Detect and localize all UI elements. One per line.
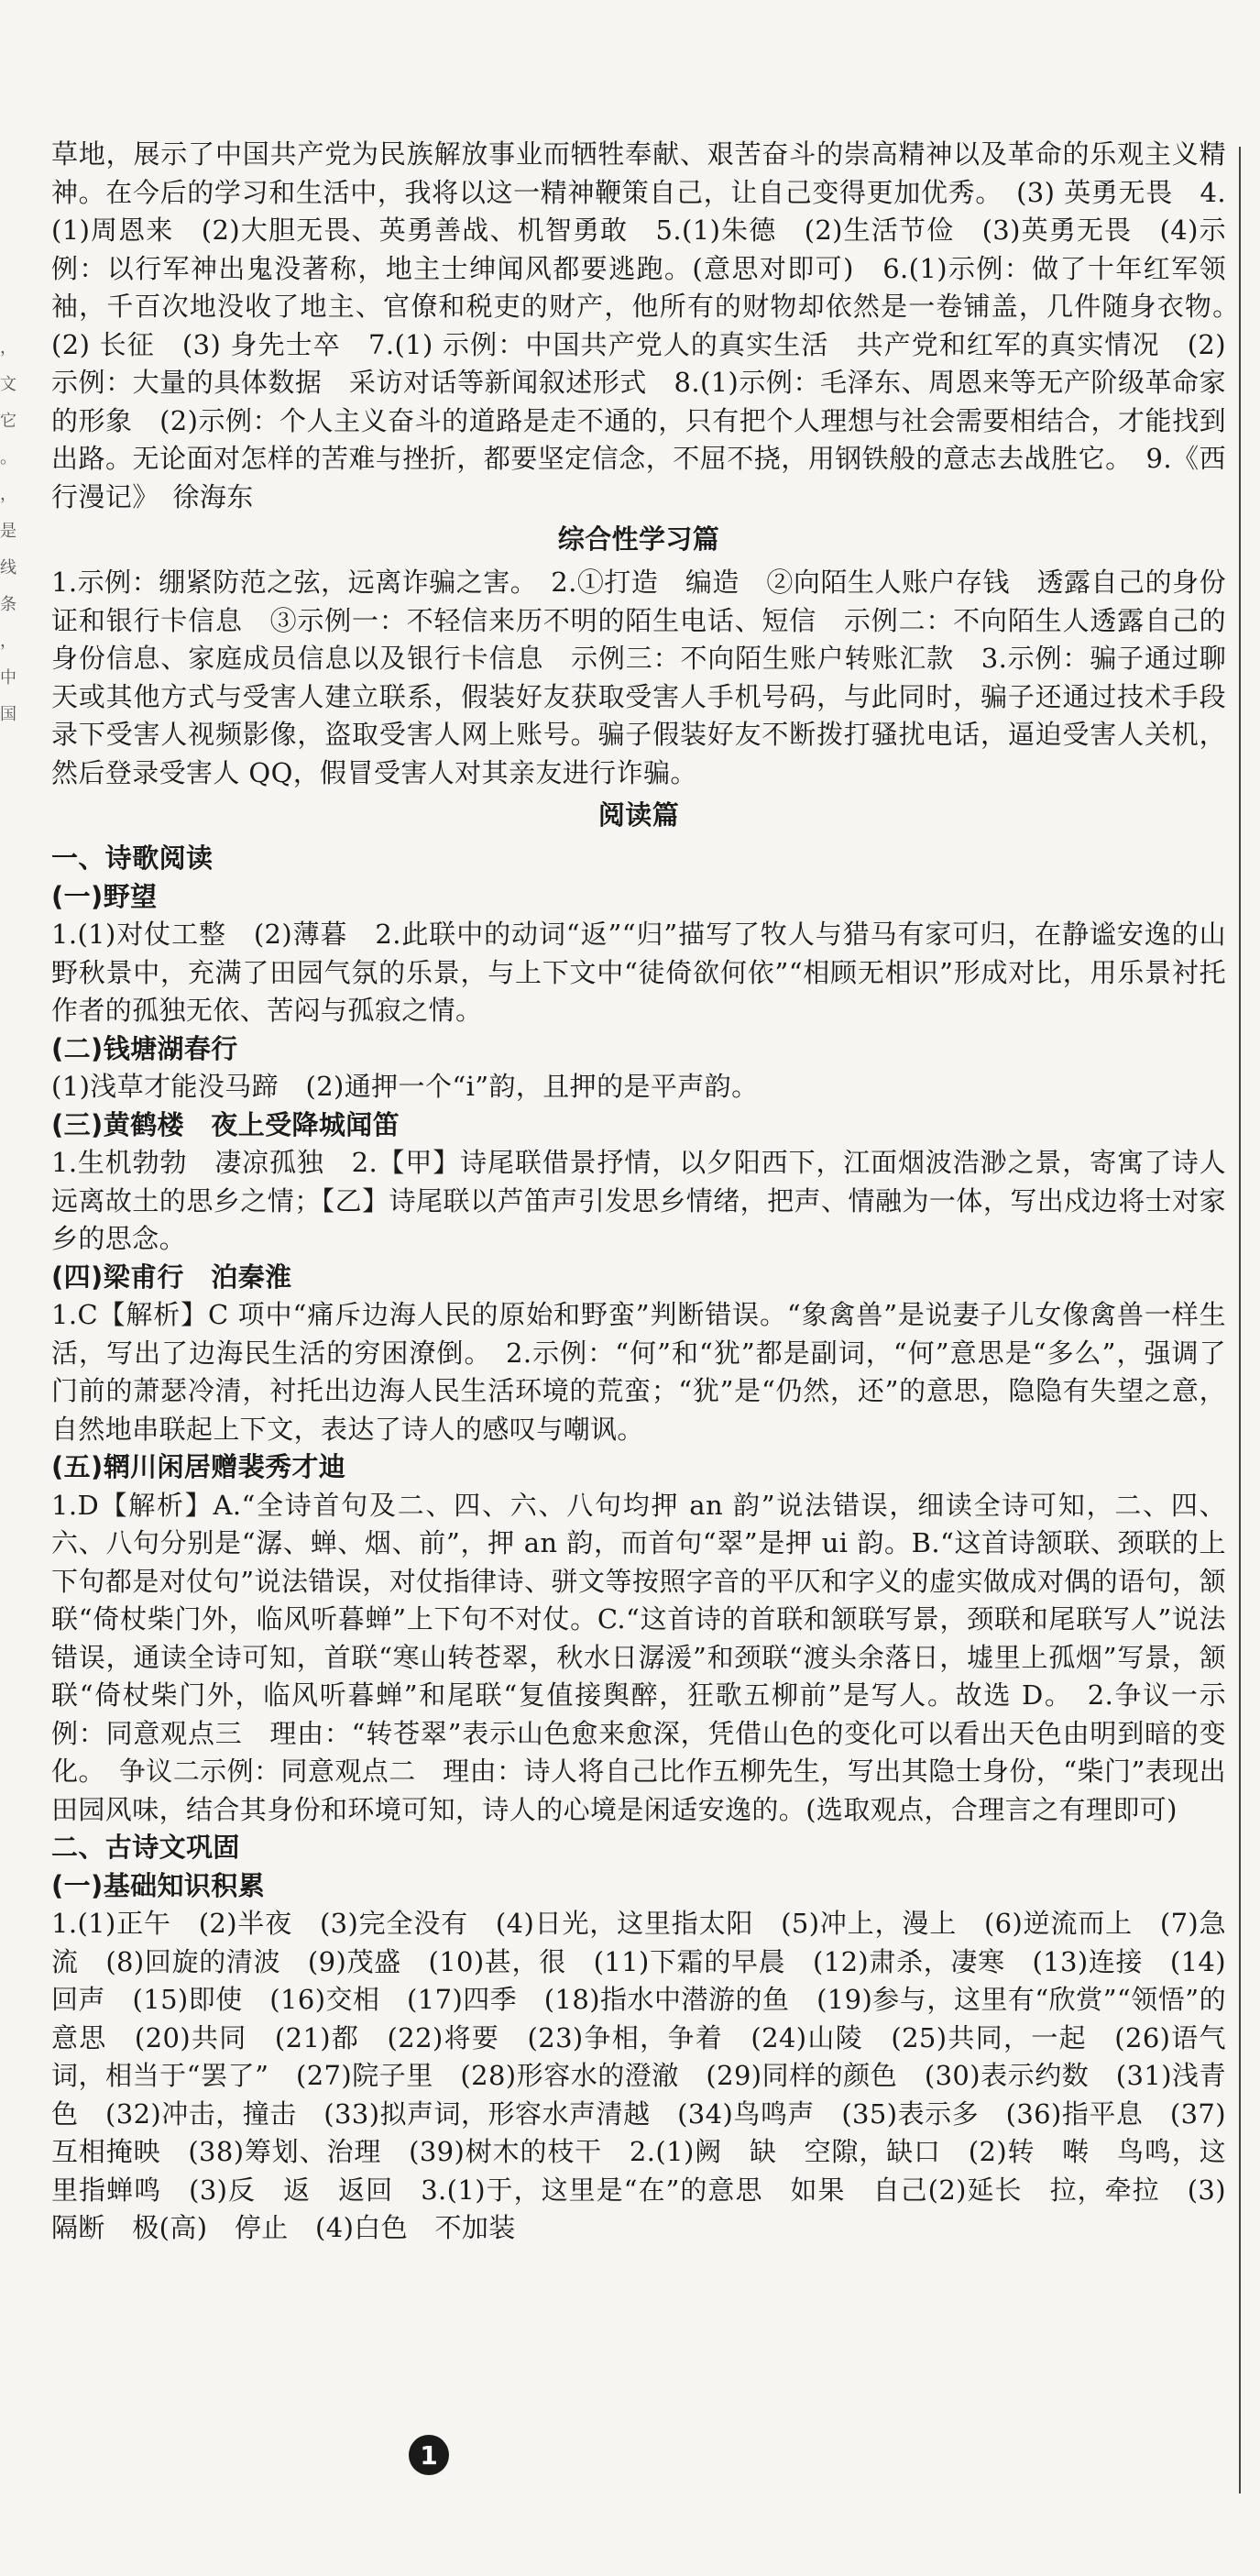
left-margin-bleed: [0, 330, 16, 733]
margin-char: 是: [0, 522, 16, 541]
poem-answer: 1.(1)对仗工整 (2)薄暮 2.此联中的动词“返”“归”描写了牧人与猎马有家可归，在静谧安逸的山野秋景中，充满了田园气氛的乐景，与上下文中“徒倚欲何依”“相顾无相识”形成对比，用乐景衬托作者的孤独无依、苦闷与孤寂之情。: [51, 919, 1226, 1026]
margin-char: ，: [0, 485, 16, 504]
basics-answers: 1.(1)正午 (2)半夜 (3)完全没有 (4)日光，这里指太阳 (5)冲上，漫上 (6)逆流而上 (7)急流 (8)回旋的清波 (9)茂盛 (10)甚，很 (11)下霜的早晨 (12)肃杀，凄寒 (13)连接 (14)回声 (15)即使 (16)交相 (17)四季 (18)指水中潜游的鱼 (19)参与，这里有“欣赏”“领悟”的意思 (20)共同 (21)都 (22)将要 (23)争相，争着 (24)山陵 (25)共同，一起 (26)语气词，相当于“罢了” (27)院子里 (28)形容水的澄澈 (29)同样的颜色 (30)表示约数 (31)浅青色 (32)冲击，撞击 (33)拟声词，形容水声清越 (34)鸟鸣声 (35)表示多 (36)指平息 (37)互相掩映 (38)筹划、治理 (39)树木的枝干 2.(1)阙 缺 空隙，缺口 (2)转 啭 鸟鸣，这里指蝉鸣 (3)反 返 返回 3.(1)于，这里是“在”的意思 如果 自己(2)延长 拉，牵拉 (3)隔断 极(高) 停止 (4)白色 不加装: [51, 1908, 1226, 2243]
poem-answer: 1.生机勃勃 凄凉孤独 2.【甲】诗尾联借景抒情，以夕阳西下，江面烟波浩渺之景，寄寓了诗人远离故土的思乡之情；【乙】诗尾联以芦笛声引发思乡情绪，把声、情融为一体，写出戍边将士对家乡的思念。: [51, 1147, 1226, 1254]
margin-char: ，: [0, 632, 16, 651]
right-page-edge: [1239, 147, 1260, 2493]
margin-char: 条: [0, 595, 16, 614]
margin-char: 它: [0, 412, 16, 431]
margin-char: 。: [0, 448, 16, 468]
poem-heading: (三)黄鹤楼 夜上受降城闻笛: [51, 1108, 400, 1140]
part-title-classical: 二、古诗文巩固: [51, 1832, 240, 1863]
poem-heading: (五)辋川闲居赠裴秀才迪: [51, 1451, 346, 1482]
margin-char: 国: [0, 705, 16, 724]
poem-answer: (1)浅草才能没马蹄 (2)通押一个“i”韵，且押的是平声韵。: [51, 1071, 759, 1102]
comprehensive-answers: 1.示例：绷紧防范之弦，远离诈骗之害。 2.①打造 编造 ②向陌生人账户存钱 透露自己的身份证和银行卡信息 ③示例一：不轻信来历不明的陌生电话、短信 示例二：不向陌生人透露自己的身份信息、家庭成员信息以及银行卡信息 示例三：不向陌生账户转账汇款 3.示例：骗子通过聊天或其他方式与受害人建立联系，假装好友获取受害人手机号码，与此同时，骗子还通过技术手段录下受害人视频影像，盗取受害人网上账号。骗子假装好友不断拨打骚扰电话，逼迫受害人关机，然后登录受害人 QQ，假冒受害人对其亲友进行诈骗。: [51, 567, 1226, 788]
poem-heading: (二)钱塘湖春行: [51, 1032, 238, 1064]
answer-content: [51, 136, 1254, 2248]
intro-paragraph: 草地，展示了中国共产党为民族解放事业而牺牲奉献、艰苦奋斗的崇高精神以及革命的乐观主义精神。在今后的学习和生活中，我将以这一精神鞭策自己，让自己变得更加优秀。 (3) 英勇无畏 4.(1)周恩来 (2)大胆无畏、英勇善战、机智勇敢 5.(1)朱德 (2)生活节俭 (3)英勇无畏 (4)示例：以行军神出鬼没著称，地主士绅闻风都要逃跑。(意思对即可) 6.(1)示例：做了十年红军领袖，千百次地没收了地主、官僚和税吏的财产，他所有的财物却依然是一卷铺盖，几件随身衣物。 (2) 长征 (3) 身先士卒 7.(1) 示例：中国共产党人的真实生活 共产党和红军的真实情况 (2)示例：大量的具体数据 采访对话等新闻叙述形式 8.(1)示例：毛泽东、周恩来等无产阶级革命家的形象 (2)示例：个人主义奋斗的道路是走不通的，只有把个人理想与社会需要相结合，才能找到出路。无论面对怎样的苦难与挫折，都要坚定信念，不屈不挠，用钢铁般的意志去战胜它。 9.《西行漫记》 徐海东: [51, 138, 1254, 512]
page-number: 1: [409, 2435, 449, 2475]
section-title-comprehensive: 综合性学习篇: [557, 523, 720, 555]
poem-answer: 1.C【解析】C 项中“痛斥边海人民的原始和野蛮”判断错误。“象禽兽”是说妻子儿女像禽兽一样生活，写出了边海民生活的穷困潦倒。 2.示例：“何”和“犹”都是副词，“何”意思是“多么”，强调了门前的萧瑟冷清，衬托出边海人民生活环境的荒蛮；“犹”是“仍然，还”的意思，隐隐有失望之意，自然地串联起上下文，表达了诗人的感叹与嘲讽。: [51, 1299, 1226, 1445]
margin-char: 中: [0, 668, 16, 688]
margin-char: 文: [0, 375, 16, 394]
poem-heading: (一)野望: [51, 880, 158, 912]
margin-char: ，: [0, 338, 16, 358]
part-title-poetry: 一、诗歌阅读: [51, 842, 214, 874]
section-title-reading: 阅读篇: [597, 799, 680, 831]
poem-heading: (四)梁甫行 泊秦淮: [51, 1260, 292, 1293]
poem-answer: 1.D【解析】A.“全诗首句及二、四、六、八句均押 an 韵”说法错误，细读全诗可知，二、四、六、八句分别是“潺、蝉、烟、前”，押 an 韵，而首句“翠”是押 ui 韵。B.“这首诗颔联、颈联的上下句都是对仗句”说法错误，对仗指律诗、骈文等按照字音的平仄和字义的虚实做成对偶的语句，颔联“倚杖柴门外，临风听暮蝉”上下句不对仗。C.“这首诗的首联和颔联写景，颈联和尾联写人”说法错误，通读全诗可知，首联“寒山转苍翠，秋水日潺湲”和颈联“渡头余落日，墟里上孤烟”写景，颔联“倚杖柴门外，临风听暮蝉”和尾联“复值接舆醉，狂歌五柳前”是写人。故选 D。 2.争议一示例：同意观点三 理由：“转苍翠”表示山色愈来愈深，凭借山色的变化可以看出天色由明到暗的变化。 争议二示例：同意观点二 理由：诗人将自己比作五柳先生，写出其隐士身份，“柴门”表现出田园风味，结合其身份和环境可知，诗人的心境是闲适安逸的。(选取观点，合理言之有理即可): [51, 1489, 1226, 1825]
margin-char: 线: [0, 558, 16, 578]
sub-title-basics: (一)基础知识积累: [51, 1869, 266, 1901]
